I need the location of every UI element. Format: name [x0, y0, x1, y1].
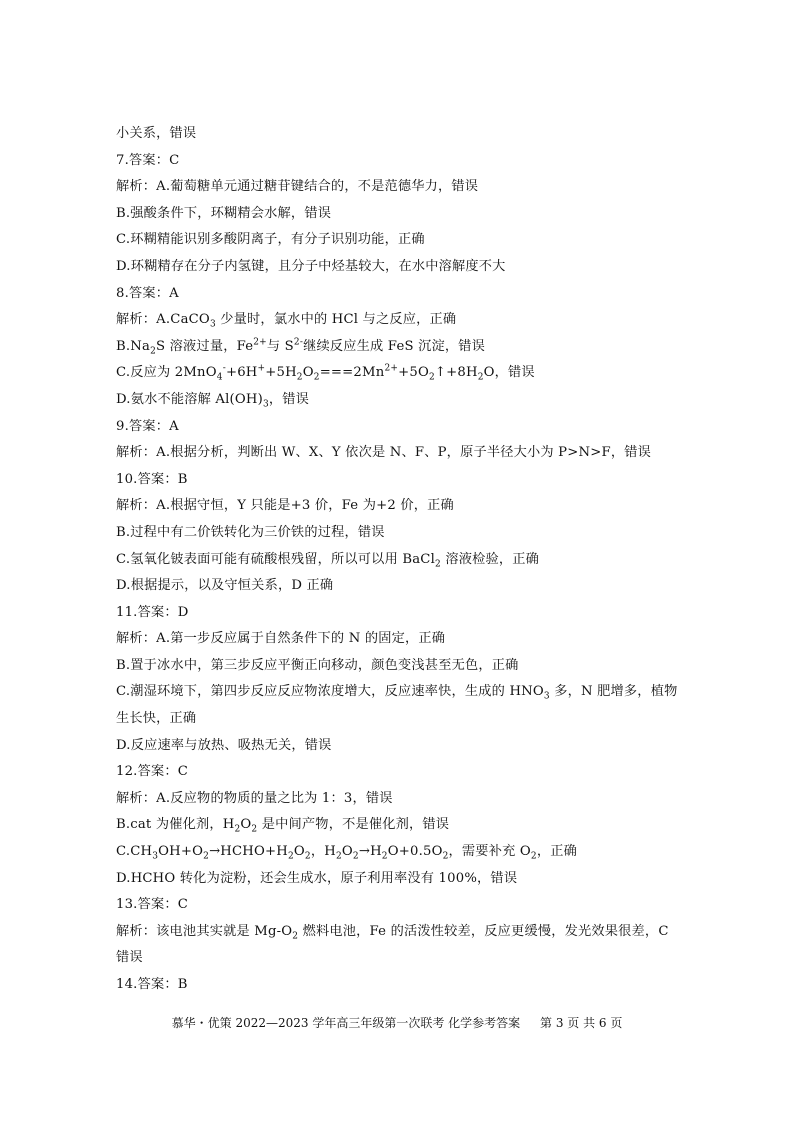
- text-line: C.反应为 $2MnO_4^-+6H^++5H_2O_2===2Mn^{2+}+5O_2↑+8H_2O$，错误: [116, 363, 535, 383]
- text-line: 9.答案：A: [116, 418, 179, 434]
- text-line: 解析：A.第一步反应属于自然条件下的 N 的固定，正确: [116, 631, 446, 647]
- text-line: 错误: [116, 950, 143, 966]
- text-line: C.氢氧化铍表面可能有硫酸根残留，所以可以用 BaCl$_2$ 溶液检验，正确: [116, 551, 540, 570]
- text-line: 生长快，正确: [116, 711, 197, 727]
- text-line: 解析：A.根据守恒，Y 只能是+3 价，Fe 为+2 价，正确: [116, 498, 454, 514]
- text-line: D.环糊精存在分子内氢键，且分子中烃基较大，在水中溶解度不大: [116, 258, 506, 274]
- text-line: D.HCHO 转化为淀粉，还会生成水，原子利用率没有 100%，错误: [116, 870, 518, 886]
- text-line: 8.答案：A: [116, 285, 179, 301]
- text-line: D.反应速率与放热、吸热无关，错误: [116, 737, 332, 753]
- text-line: D.氨水不能溶解 $Al(OH)_3$，错误: [116, 391, 310, 410]
- text-line: 7.答案：C: [116, 152, 180, 168]
- text-line: 解析：A.葡萄糖单元通过糖苷键结合的，不是范德华力，错误: [116, 179, 479, 195]
- footer-exam-title: 慕华・优策 2022—2023 学年高三年级第一次联考 化学参考答案: [171, 1016, 521, 1030]
- text-line: $C.CH_3OH+O_2\to HCHO+H_2O_2$，$H_2O_2\to H_2O+0.5O_2$，需要补充 $O_2$，正确: [116, 844, 577, 862]
- text-line: 13.答案：C: [116, 897, 189, 913]
- text-line: 解析：A.根据分析，判断出 W、X、Y 依次是 N、F、P，原子半径大小为 P>N>F，错误: [116, 445, 651, 461]
- text-line: C.环糊精能识别多酸阴离子，有分子识别功能，正确: [116, 232, 425, 248]
- text-line: 解析：A.反应物的物质的量之比为 1：3，错误: [116, 790, 393, 806]
- page-footer: [0, 1014, 794, 1031]
- text-line: B.过程中有二价铁转化为三价铁的过程，错误: [116, 524, 385, 540]
- text-line: 10.答案：B: [116, 471, 188, 487]
- footer-page-number: 第 3 页 共 6 页: [540, 1016, 623, 1030]
- text-line: B.强酸条件下，环糊精会水解，错误: [116, 205, 332, 221]
- text-line: 12.答案：C: [116, 764, 189, 780]
- text-line: $B.Na_2S$ 溶液过量，$Fe^{2+}$与 $S^{2-}$继续反应生成 FeS 沉淀，错误: [116, 337, 486, 357]
- text-line: D.根据提示，以及守恒关系，D 正确: [116, 578, 334, 594]
- text-line: B.cat 为催化剂，$H_2O_2$ 是中间产物，不是催化剂，错误: [116, 817, 450, 836]
- text-line: 小关系，错误: [116, 126, 197, 141]
- text-line: B.置于冰水中，第三步反应平衡正向移动，颜色变浅甚至无色，正确: [116, 657, 519, 673]
- text-line: 解析：A.CaCO$_3$ 少量时，氯水中的 HCl 与之反应，正确: [116, 312, 457, 330]
- text-line: 14.答案：B: [116, 977, 188, 992]
- text-line: 解析：该电池其实就是 $Mg-O_2$ 燃料电池，Fe 的活泼性较差，反应更缓慢，发光效果很差，C: [116, 923, 669, 942]
- text-line: C.潮湿环境下，第四步反应反应物浓度增大，反应速率快，生成的 $HNO_3$ 多，N 肥增多，植物: [116, 684, 678, 703]
- answer-text-body: [116, 121, 696, 999]
- text-line: 11.答案：D: [116, 604, 189, 620]
